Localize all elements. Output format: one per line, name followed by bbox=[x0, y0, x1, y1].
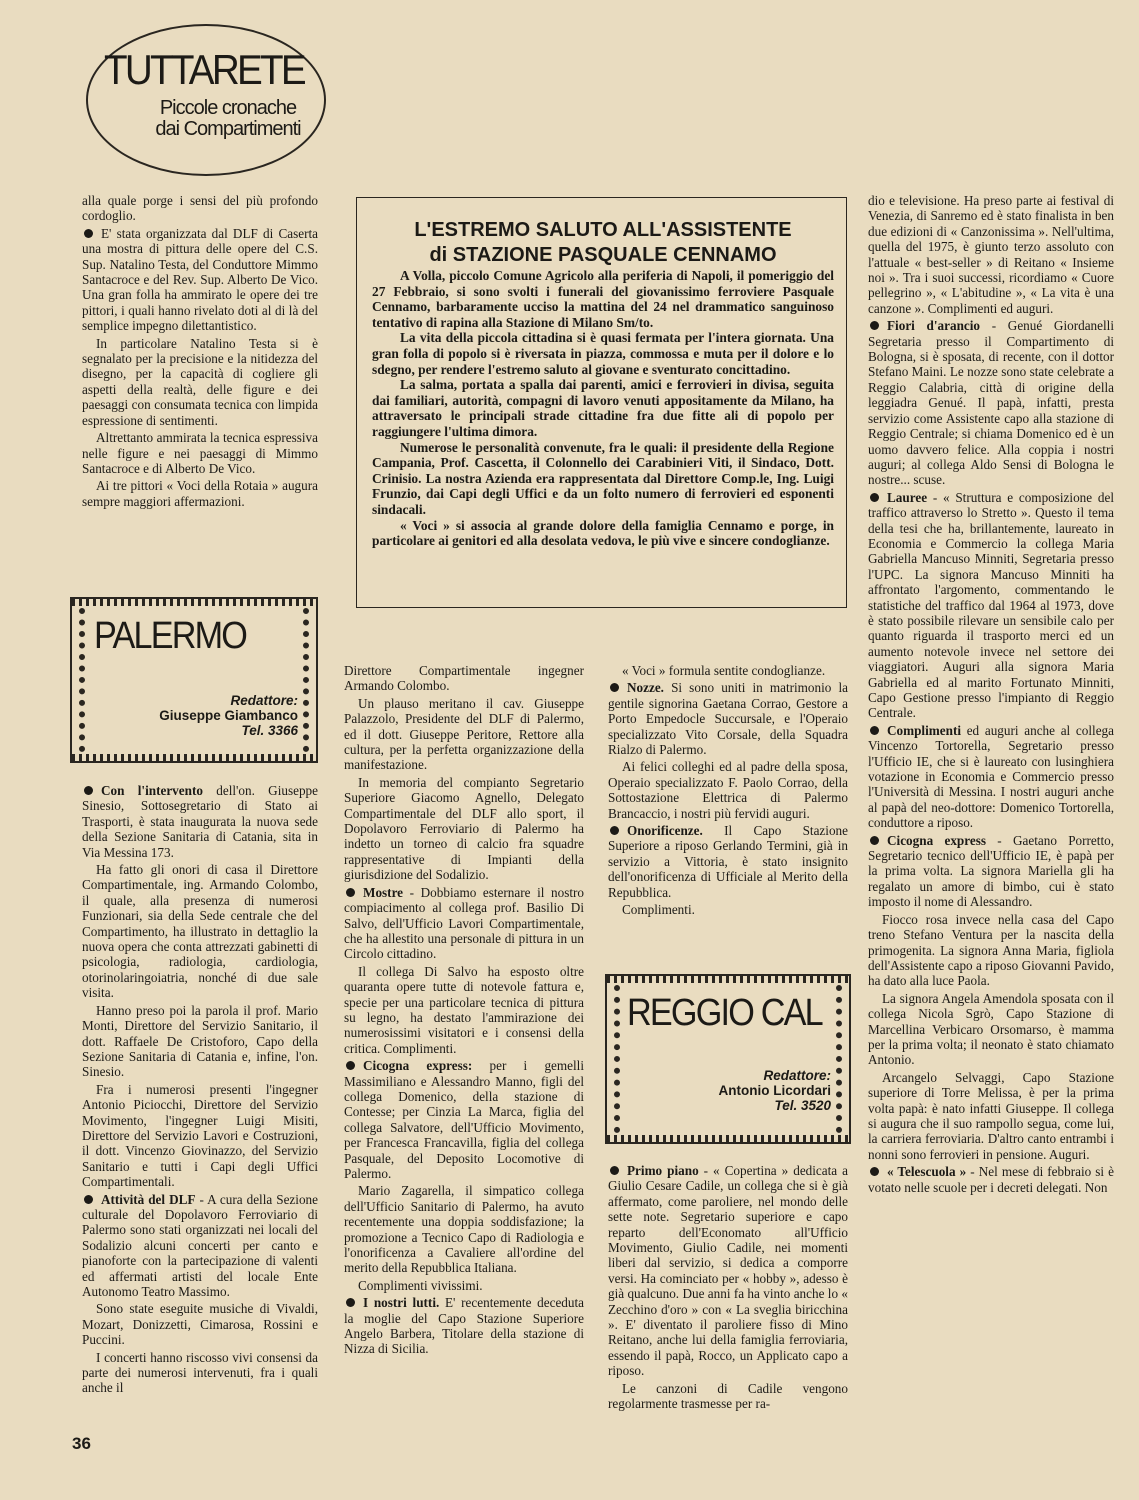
paragraph: Ai tre pittori « Voci della Rotaia » augura sempre maggiori affermazioni. bbox=[82, 478, 318, 509]
bullet-icon bbox=[870, 726, 879, 735]
paragraph: Ai felici colleghi ed al padre della sposa, Operaio specializzato F. Paolo Corrao, della Sottostazione Elettrica di Palermo Brancaccio, i nostri più fervidi auguri. bbox=[608, 759, 848, 821]
paragraph: In particolare Natalino Testa si è segnalato per la precisione e la nitidezza del disegno, per la capacità di cogliere gli aspetti della realtà, delle figure e dei paesaggi con consumata tecnica con limpida espressione di sentimenti. bbox=[82, 335, 318, 428]
paragraph bbox=[868, 1164, 1114, 1195]
paragraph-heading: Fiori d'arancio bbox=[887, 318, 981, 334]
bullet-icon bbox=[870, 493, 879, 502]
paragraph-heading: Complimenti bbox=[887, 722, 961, 738]
column-3-top bbox=[608, 663, 848, 920]
paragraph: La vita della piccola cittadina si è quasi fermata per l'intera giornata. Una gran folla di popolo si è riversata in piazza, commossa e muta per il dolore e lo sdegno, per rendere l'estremo saluto al giovane e sventurato concittadino. bbox=[372, 330, 834, 377]
paragraph: Hanno preso poi la parola il prof. Mario Monti, Direttore del Servizio Sanitario, il dott. Raffaele De Cristoforo, Capo della Sezione Sanitaria di Catania e, infine, l'on. Sinesio. bbox=[82, 1002, 318, 1080]
paragraph-text: - A cura della Sezione culturale del Dopolavoro Ferroviario di Palermo sono stati organizzati nei locali del Sodalizio alcuni concerti per canto e pianoforte con la partecipazione di valenti ed affermati artisti del locale Ente Autonomo Teatro Massimo. bbox=[82, 1191, 318, 1299]
paragraph-heading: Lauree bbox=[887, 489, 928, 505]
bullet-icon bbox=[610, 683, 619, 692]
section-title: TUTTARETE bbox=[104, 46, 304, 93]
paragraph-text: dell'on. Giuseppe Sinesio, Sottosegretario di Stato ai Trasporti, è stata inaugurata la nuova sede della Sezione Sanitaria di Catania, sita in Via Messina 173. bbox=[82, 783, 318, 860]
paragraph-heading: « Telescuola » bbox=[887, 1164, 967, 1180]
paragraph: Altrettanto ammirata la tecnica espressiva nelle figure e nei paesaggi di Mimmo Santacroce e di Alberto De Vico. bbox=[82, 430, 318, 476]
paragraph-text: - « Struttura e composizione del traffico attraverso lo Stretto ». Questo il tema della tesi che ha, brillantemente, laureato in Economia e Commercio la collega Maria Gabriella Mancuso Minniti, Segretaria presso l'UPC. La signora Mancuso Minniti ha affrontato l'argomento, commentando le statistiche del traffico dal 1964 al 1973, dove è stato possibile rilevare un sensibile calo per quanto riguarda il trasporto merci ed un aumento notevole invece nel settore dei viaggiatori. Auguri alla signora Maria Gabriella ed al marito Fortunato Minniti, Capo Gestione presso l'impianto di Reggio Centrale. bbox=[868, 489, 1114, 721]
paragraph bbox=[82, 783, 318, 860]
paragraph: Mario Zagarella, il simpatico collega dell'Ufficio Sanitario di Palermo, ha avuto recentemente una doppia soddisfazione; la promozione a Tecnico Capo di Radiologia e l'onorificenza a Cavaliere all'ordine del merito della Repubblica Italiana. bbox=[344, 1183, 584, 1276]
bullet-icon bbox=[610, 1166, 619, 1175]
section-name: PALERMO bbox=[94, 615, 247, 657]
paragraph-heading: Attività del DLF bbox=[101, 1191, 196, 1207]
paragraph-heading: Onorificenze. bbox=[627, 823, 703, 839]
paragraph-text: Il Capo Stazione Superiore a riposo Gerlando Termini, già in servizio a Vittoria, è stato insignito dell'onorificenza di Ufficiale al Merito della Repubblica. bbox=[608, 823, 848, 900]
paragraph: Arcangelo Selvaggi, Capo Stazione superiore di Torre Melissa, è per la prima volta papà: è nato infatti Giuseppe. Il collega si augura che il suo rampollo segua, come lui, la carriera ferroviaria. D'altro canto entrambi i nonni sono ferrovieri in pensione. Auguri. bbox=[868, 1069, 1114, 1162]
paragraph: Il collega Di Salvo ha esposto oltre quaranta opere tutte di notevole fattura e, specie per una particolare tecnica di pittura su legno, ha destato l'ammirazione dei numerosissimi visitatori e i consensi della critica. Complimenti. bbox=[344, 963, 584, 1056]
paragraph bbox=[868, 723, 1114, 831]
title-line: L'ESTREMO SALUTO ALL'ASSISTENTE bbox=[414, 219, 792, 241]
paragraph: La salma, portata a spalla dai parenti, amici e ferrovieri in divisa, seguita dai familiari, autorità, compagni di lavoro venuti appositamente da Milano, ha attraversato le principali strade cittadine fra due fitte ali di popolo per raggiungere l'ultima dimora. bbox=[372, 377, 834, 439]
column-3-bottom bbox=[608, 1163, 848, 1414]
obituary-title bbox=[380, 218, 826, 268]
paragraph-text: - Genué Giordanelli Segretaria presso il Compartimento di Bologna, si è sposata, di recente, con il dottor Stefano Maini. Le nozze sono state celebrate a Reggio Calabria, città di origine della leggiadra Genué. Il papà, infatti, presta servizio come Assistente capo alla stazione di Reggio Centrale; si chiama Domenico ed è un uomo davvero felice. Alla coppia i nostri auguri; al collega Aldo Sensi di Bologna le nostre... scuse. bbox=[868, 318, 1114, 488]
paragraph bbox=[868, 490, 1114, 721]
paragraph: Fra i numerosi presenti l'ingegner Antonio Piciocchi, Direttore del Servizio Movimento, l'ingegner Luigi Misiti, Direttore del Servizio Lavori e Costruzioni, il dott. Vincenzo Giovinazzo, del Servizio Sanitario e tutti i Capi degli Uffici Compartimentali. bbox=[82, 1081, 318, 1190]
paragraph bbox=[344, 885, 584, 962]
bullet-icon bbox=[84, 786, 93, 795]
paragraph: Ha fatto gli onori di casa il Direttore Compartimentale, ing. Armando Colombo, il quale, alla presenza di numerosi Funzionari, sia della Sede centrale che del Compartimento, ha illustrato in dettaglio la nuova opera che conta attrezzati gabinetti di psicologia, radiologia, cardiologia, otorinolaringoiatria, nonché di due sale visita. bbox=[82, 862, 318, 1001]
paragraph-text: Si sono uniti in matrimonio la gentile signorina Gaetana Corrao, Gestore a Porto Empedocle Succursale, e l'Operaio specializzato Vito Corsale, della Squadra Rialzo di Palermo. bbox=[608, 680, 848, 758]
bullet-icon bbox=[870, 1167, 879, 1176]
paragraph-heading: Primo piano bbox=[627, 1163, 699, 1178]
paragraph: Complimenti vivissimi. bbox=[358, 1277, 483, 1293]
paragraph-heading: I nostri lutti. bbox=[363, 1295, 440, 1311]
bullet-icon bbox=[346, 1298, 355, 1307]
paragraph: dio e televisione. Ha preso parte ai festival di Venezia, di Sanremo ed è stato finalista in ben due edizioni di « Canzonissima ». Nell'ultima, quella del 1975, è giunto terzo assoluto con l'attuale « best-seller » di Reitano « Insieme noi ». Tra i suoi successi, ricordiamo « Cuore pellegrino », « L'abitudine », « La vita è una canzone ». Complimenti ed auguri. bbox=[868, 193, 1114, 316]
editor-phone: Tel. 3366 bbox=[241, 723, 298, 738]
editor-phone: Tel. 3520 bbox=[774, 1098, 831, 1113]
paragraph bbox=[344, 1295, 584, 1357]
paragraph-text: - Gaetano Porretto, Segretario tecnico dell'Ufficio IE, è papà per la prima volta. La signora Mariella gli ha regalato un amore di bimbo, cui è stato imposto il nome di Alessandro. bbox=[868, 832, 1115, 910]
paragraph bbox=[608, 680, 848, 757]
paragraph-heading: Cicogna express: bbox=[363, 1058, 473, 1074]
paragraph-heading: Cicogna express bbox=[887, 832, 986, 848]
paragraph: I concerti hanno riscosso vivi consensi da parte dei numerosi intervenuti, fra i quali anche il bbox=[82, 1349, 318, 1396]
editor-label: Redattore: bbox=[230, 693, 298, 708]
paragraph-text: ed auguri anche al collega Vincenzo Tortorella, Segretario presso l'Ufficio IE, che si è laureato con lusinghiera votazione in Economia e Commercio presso l'Università di Messina. I nostri auguri anche al papà del neo-dottore: Domenico Tortorella, conduttore a riposo. bbox=[868, 722, 1114, 831]
editor-label: Redattore: bbox=[763, 1068, 831, 1083]
bullet-icon bbox=[346, 888, 355, 897]
bullet-icon bbox=[610, 826, 619, 835]
paragraph bbox=[608, 823, 848, 900]
paragraph bbox=[868, 318, 1114, 487]
bullet-icon bbox=[84, 229, 93, 238]
paragraph: In memoria del compianto Segretario Superiore Giacomo Agnello, Delegato Compartimentale del DLF allo sport, il Dopolavoro Ferroviario di Palermo ha indetto un torneo di calcio fra squadre rappresentative di Impianti della giurisdizione del Sodalizio. bbox=[344, 774, 584, 883]
obituary-body bbox=[372, 268, 834, 549]
bullet-icon bbox=[870, 321, 879, 330]
paragraph: Fiocco rosa invece nella casa del Capo treno Stefano Ventura per la nascita della primogenita. La signora Anna Maria, figliola dell'Assistente capo a riposo Giovanni Pavido, ha dato alla luce Paola. bbox=[868, 911, 1114, 989]
bullet-icon bbox=[870, 836, 879, 845]
paragraph: Sono state eseguite musiche di Vivaldi, Mozart, Donizzetti, Cimarosa, Rossini e Puccini. bbox=[82, 1301, 318, 1348]
editor-name: Antonio Licordari bbox=[718, 1083, 831, 1098]
paragraph bbox=[608, 1163, 848, 1379]
bullet-icon bbox=[346, 1061, 355, 1070]
section-header-palermo bbox=[70, 597, 318, 763]
paragraph-text: - Nel mese di febbraio si è votato nelle scuole per i decreti delegati. Non bbox=[868, 1164, 1114, 1195]
paragraph: Un plauso meritano il cav. Giuseppe Palazzolo, Presidente del DLF di Palermo, ed il dott. Giuseppe Peritore, Rettore alla cultura, per la perfetta organizzazione della manifestazione. bbox=[344, 695, 584, 773]
section-name: REGGIO CAL bbox=[627, 992, 822, 1034]
paragraph: Numerose le personalità convenute, fra le quali: il presidente della Regione Campania, Prof. Cascetta, il Colonnello dei Carabinieri Viti, il Sindaco, Dott. Crinisio. La nostra Azienda era rappresentata dal Direttore Comp.le, Ing. Luigi Frunzio, dai Capi degli Uffici e da un folto numero di ferrovieri ed esponenti sindacali. bbox=[372, 439, 834, 517]
paragraph bbox=[344, 1058, 584, 1181]
paragraph-heading: Nozze. bbox=[627, 680, 664, 696]
column-2 bbox=[344, 663, 584, 1359]
editor-name: Giuseppe Giambanco bbox=[159, 708, 298, 723]
column-1-bottom bbox=[82, 783, 318, 1398]
editor-credit bbox=[719, 1068, 832, 1113]
paragraph: « Voci » si associa al grande dolore della famiglia Cennamo e porge, in particolare ai genitori ed alla desolata vedova, le più vive e sincere condoglianze. bbox=[372, 517, 834, 549]
section-subtitle bbox=[128, 98, 328, 140]
paragraph-heading: Mostre bbox=[363, 884, 404, 900]
paragraph-heading: Con l'intervento bbox=[101, 783, 203, 798]
subtitle-line: Piccole cronache bbox=[159, 97, 297, 119]
paragraph: La signora Angela Amendola sposata con il collega Nicola Sgrò, Capo Stazione di Marcellina Verbicaro Orsomarso, è mamma per la prima volta; il neonato è stato chiamato Antonio. bbox=[868, 990, 1114, 1068]
editor-credit bbox=[159, 693, 298, 738]
paragraph-text: E' stata organizzata dal DLF di Caserta una mostra di pittura delle opere del C.S. Sup. Natalino Testa, del Conduttore Mimmo Santacroce e del Rev. Sup. Alberto De Vico. Una gran folla ha ammirato le opere dei tre pittori, i quali hanno rivelato doti al di là del semplice impegno dilettantistico. bbox=[82, 225, 318, 334]
paragraph-text: - « Copertina » dedicata a Giulio Cesare Cadile, un collega che si è già affermato, come paroliere, nel mondo delle sette note. Segretario superiore e capo reparto dell'Economato all'Ufficio Movimento, Giulio Cadile, nei momenti liberi dal servizio, si dedica a comporre versi. Ha cominciato per « hobby », adesso è già qualcuno. Due anni fa ha vinto anche lo « Zecchino d'oro » con « La sveglia biricchina ». E' diventato il paroliere fisso di Mino Reitano, anche lui della famiglia ferroviaria, essendo il papà, Rocco, un Applicato capo a riposo. bbox=[608, 1163, 848, 1379]
paragraph: A Volla, piccolo Comune Agricolo alla periferia di Napoli, il pomeriggio del 27 Febbraio, si sono svolti i funerali del giovanissimo ferroviere Pasquale Cennamo, barbaramente ucciso la mattina del 24 nel drammatico sanguinoso tentativo di rapina alla Stazione di Milano Sm/to. bbox=[372, 268, 834, 330]
paragraph: Complimenti. bbox=[622, 902, 695, 918]
paragraph bbox=[868, 833, 1114, 910]
section-header-reggio-cal bbox=[605, 974, 851, 1144]
bullet-icon bbox=[84, 1195, 93, 1204]
paragraph: « Voci » formula sentite condoglianze. bbox=[622, 663, 826, 678]
paragraph: Direttore Compartimentale ingegner Armando Colombo. bbox=[344, 663, 584, 694]
paragraph-text: per i gemelli Massimiliano e Alessandro Manno, figli del collega Domenico, della stazione di Contesse; per Cinzia La Marca, figlia del collega Salvatore, dell'Ufficio Movimento, per Francesca Francavilla, figlia del collega Pasquale, del Deposito Locomotive di Palermo. bbox=[344, 1058, 584, 1181]
paragraph: alla quale porge i sensi del più profondo cordoglio. bbox=[82, 193, 318, 224]
paragraph: Le canzoni di Cadile vengono regolarmente trasmesse per ra- bbox=[608, 1380, 848, 1412]
title-line: di STAZIONE PASQUALE CENNAMO bbox=[429, 244, 777, 266]
paragraph bbox=[82, 226, 318, 334]
subtitle-line: dai Compartimenti bbox=[155, 118, 301, 140]
column-1-top bbox=[82, 193, 318, 511]
paragraph-text: E' recentemente deceduta la moglie del Capo Stazione Superiore Angelo Barbera, Titolare della stazione di Nizza di Sicilia. bbox=[344, 1295, 585, 1357]
paragraph-text: - Dobbiamo esternare il nostro compiacimento al collega prof. Basilio Di Salvo, dell'Ufficio Lavori Compartimentale, che ha allestito una personale di pittura in un Circolo cittadino. bbox=[344, 884, 584, 962]
paragraph bbox=[82, 1192, 318, 1300]
column-4 bbox=[868, 193, 1114, 1197]
page-number: 36 bbox=[72, 1434, 91, 1453]
